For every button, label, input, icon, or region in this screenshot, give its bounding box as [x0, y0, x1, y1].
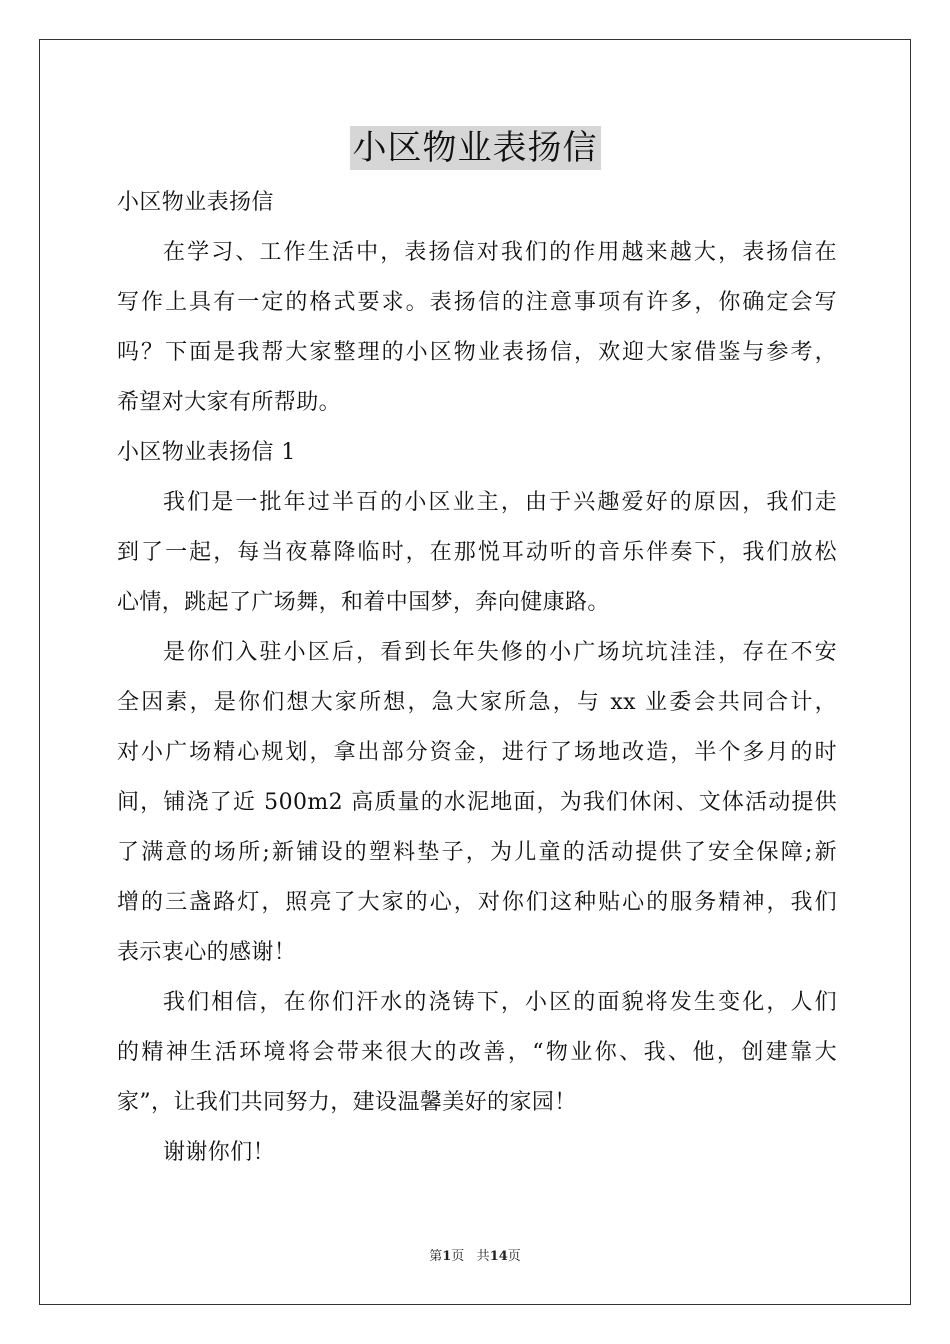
footer-total-pages: 14 [489, 1249, 508, 1264]
paragraph-line: 增的三盏路灯，照亮了大家的心，对你们这种贴心的服务精神，我们 [117, 890, 837, 915]
footer-prefix: 第 [429, 1249, 443, 1264]
page-footer [0, 1247, 950, 1267]
footer-page-number: 1 [442, 1249, 452, 1264]
paragraph-line: 是你们入驻小区后，看到长年失修的小广场坑坑洼洼，存在不安 [163, 640, 837, 665]
paragraph-line: 家”，让我们共同努力，建设温馨美好的家园！ [117, 1090, 577, 1115]
paragraph-line: 心情，跳起了广场舞，和着中国梦，奔向健康路。 [117, 590, 610, 615]
paragraph-line: 全因素，是你们想大家所想，急大家所急，与 xx 业委会共同合计， [117, 690, 837, 715]
intro-line: 在学习、工作生活中，表扬信对我们的作用越来越大，表扬信在 [163, 240, 837, 265]
paragraph-line: 的精神生活环境将会带来很大的改善，“物业你、我、他，创建靠大 [117, 1040, 837, 1065]
section-heading: 小区物业表扬信 1 [117, 440, 296, 465]
title-container [0, 126, 950, 170]
footer-page-suffix: 页 [451, 1249, 465, 1264]
body-paragraph-2 [117, 628, 837, 978]
body-paragraph-1 [117, 478, 837, 628]
footer-total-suffix: 页 [507, 1249, 521, 1264]
document-body [117, 178, 837, 1178]
intro-paragraph [117, 228, 837, 428]
intro-line: 希望对大家有所帮助。 [117, 390, 342, 415]
footer-total-prefix: 共 [476, 1249, 490, 1264]
paragraph-line: 间，铺浇了近 500m2 高质量的水泥地面，为我们休闲、文体活动提供 [117, 790, 837, 815]
closing-line: 谢谢你们！ [163, 1140, 276, 1165]
intro-line: 写作上具有一定的格式要求。表扬信的注意事项有许多，你确定会写 [117, 290, 837, 315]
paragraph-line: 了满意的场所;新铺设的塑料垫子，为儿童的活动提供了安全保障;新 [117, 840, 837, 865]
paragraph-line: 我们是一批年过半百的小区业主，由于兴趣爱好的原因，我们走 [163, 490, 837, 515]
document-title: 小区物业表扬信 [350, 126, 601, 170]
intro-line: 吗？下面是我帮大家整理的小区物业表扬信，欢迎大家借鉴与参考， [117, 340, 837, 365]
paragraph-line: 表示衷心的感谢！ [117, 940, 297, 965]
body-paragraph-3 [117, 978, 837, 1128]
document-subtitle: 小区物业表扬信 [117, 190, 274, 215]
paragraph-line: 到了一起，每当夜幕降临时，在那悦耳动听的音乐伴奏下，我们放松 [117, 540, 837, 565]
paragraph-line: 我们相信，在你们汗水的浇铸下，小区的面貌将发生变化，人们 [163, 990, 837, 1015]
paragraph-line: 对小广场精心规划，拿出部分资金，进行了场地改造，半个多月的时 [117, 740, 837, 765]
